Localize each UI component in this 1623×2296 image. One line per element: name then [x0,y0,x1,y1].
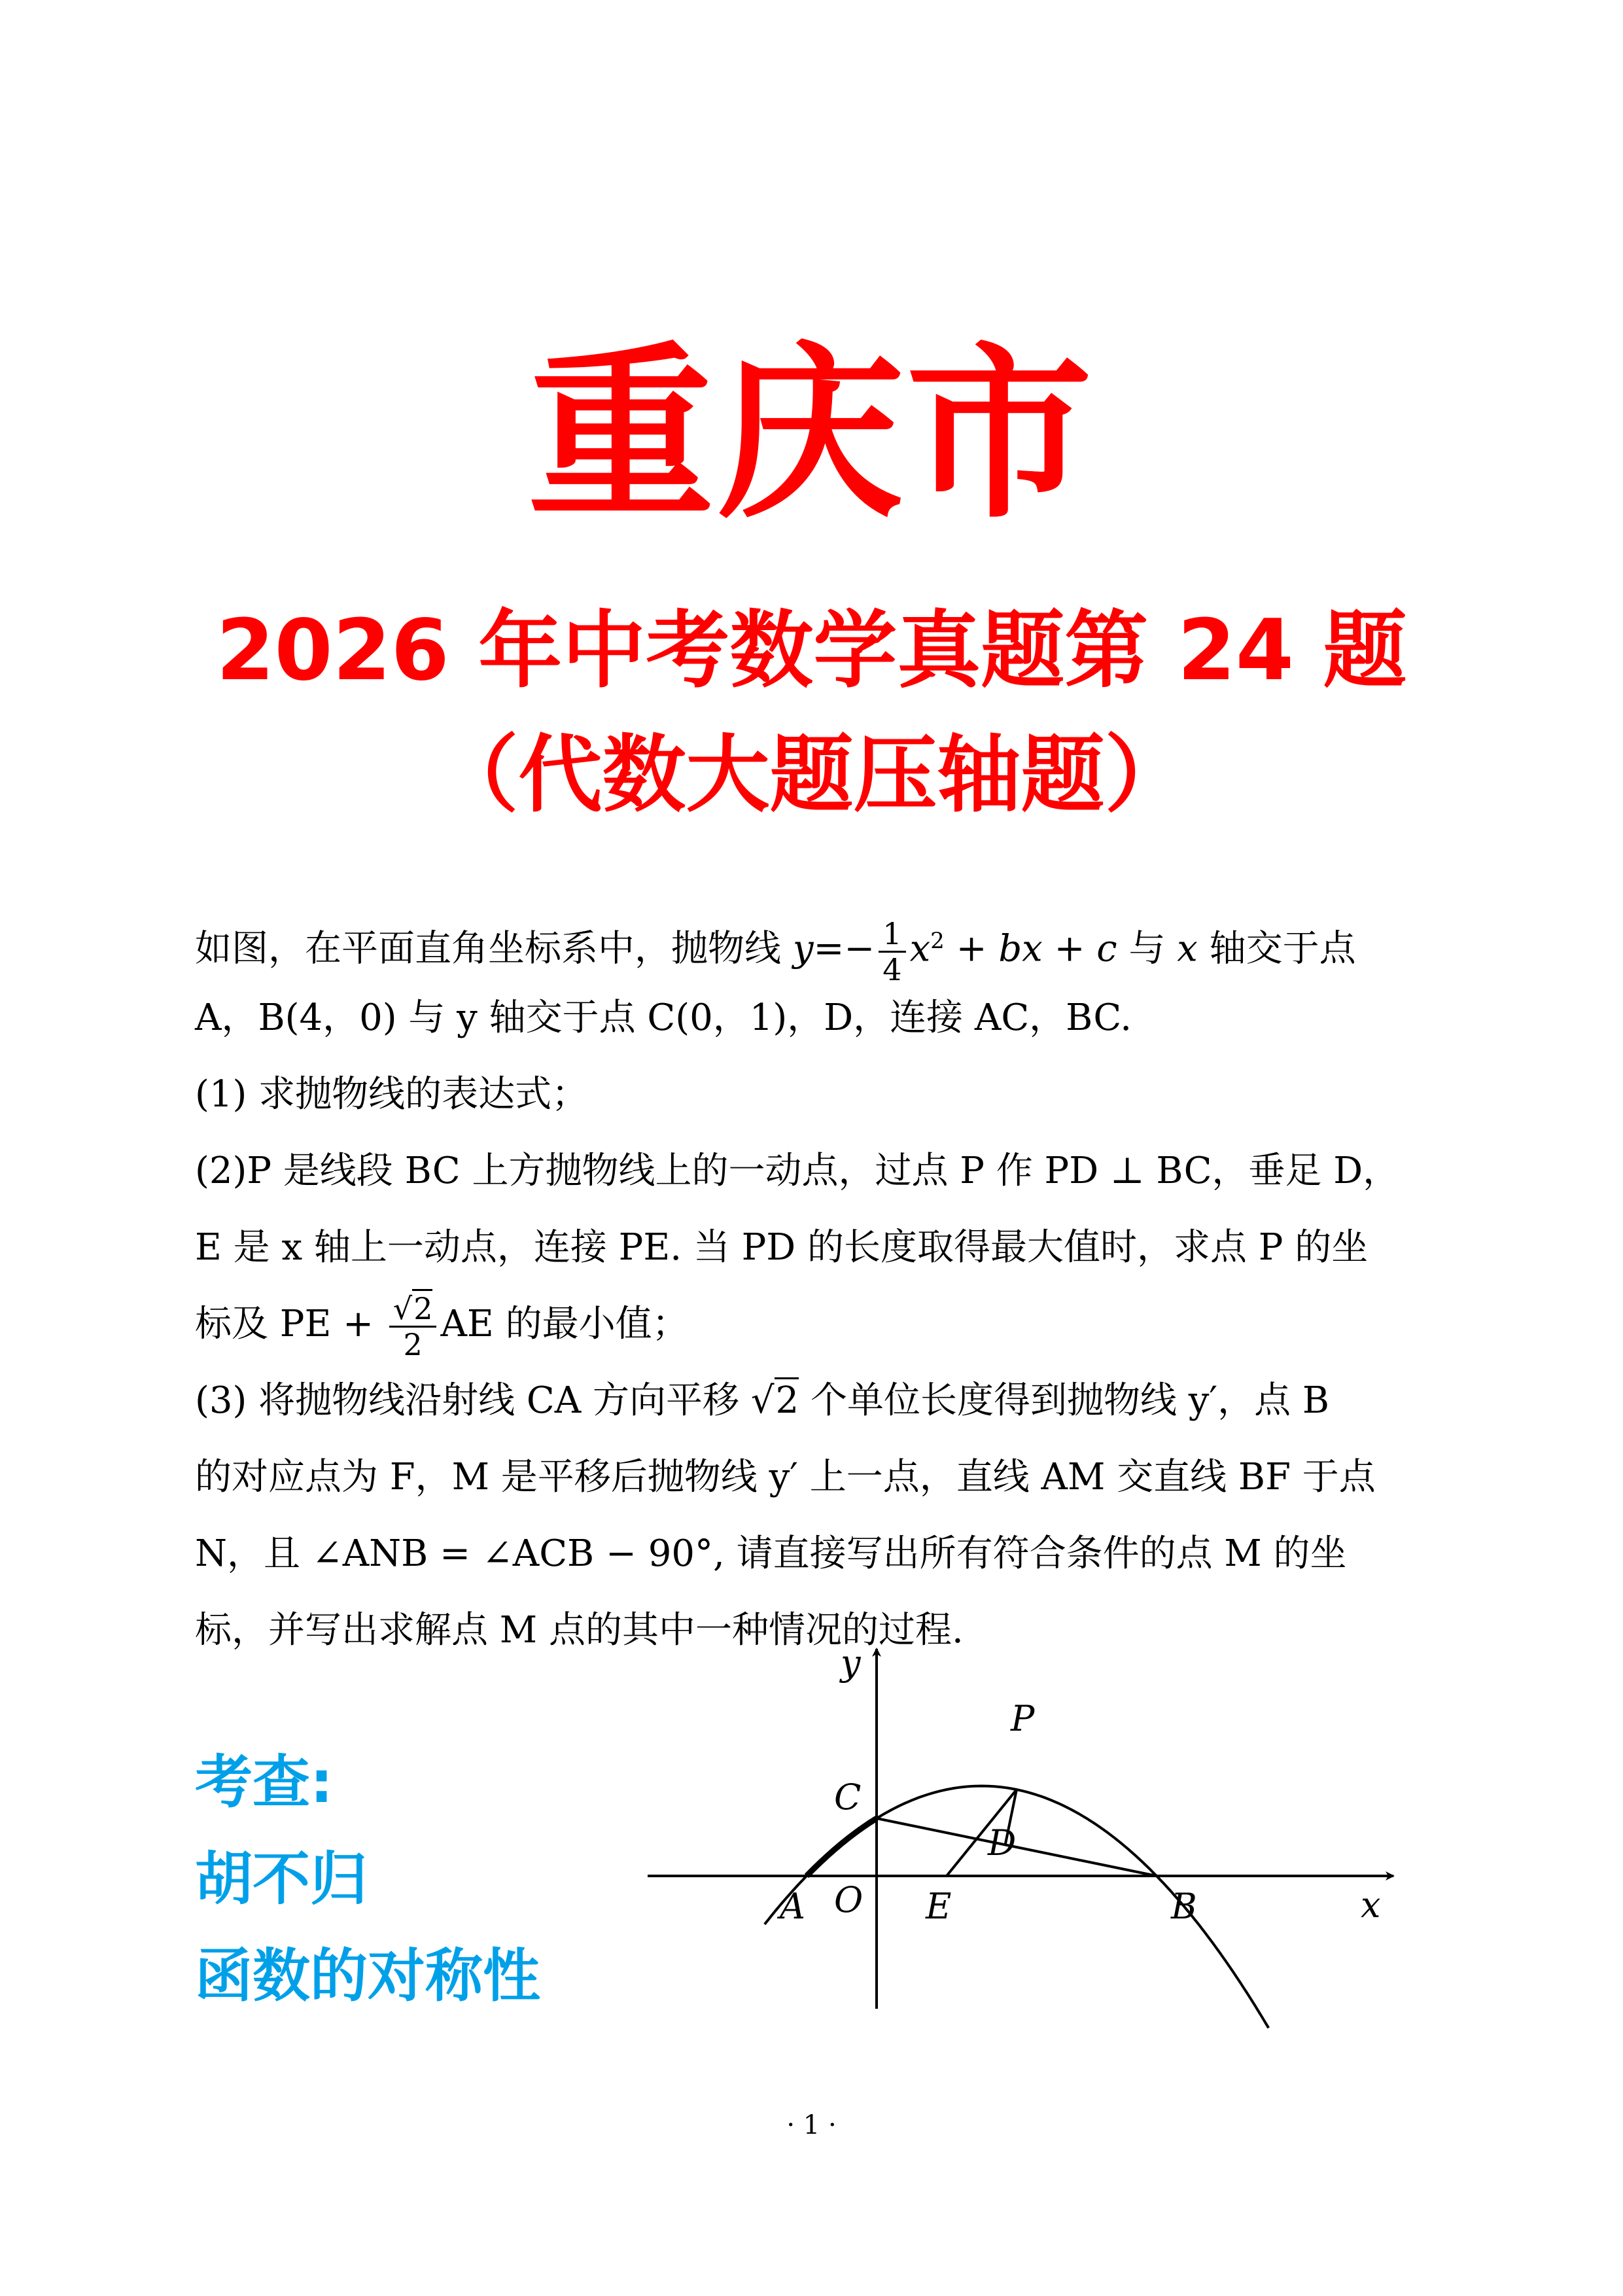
label-c: C [834,1776,862,1818]
focus-item-hubugui: 胡不归 [195,1845,368,1913]
fraction-denominator: 2 [403,1327,423,1362]
equation-x: x [909,927,931,970]
fraction-numerator: 1 [879,917,905,953]
label-y: y [841,1642,861,1684]
problem-text-segment: 个单位长度得到抛物线 y′，点 B [799,1379,1330,1422]
fraction-sqrt2-over-2 [389,1292,437,1362]
label-o: O [834,1879,864,1920]
fraction-numerator: √2 [389,1292,437,1328]
problem-text-segment: 轴交于点 [1197,927,1356,970]
problem-text-segment: (3) 将抛物线沿射线 CA 方向平移 [195,1379,751,1422]
problem-line-6 [195,1286,1438,1362]
sqrt-symbol: √ [750,1379,775,1422]
problem-part-3 [195,1362,1438,1439]
problem-part-1: (1) 求抛物线的表达式； [195,1073,589,1116]
label-p: P [1011,1698,1035,1739]
label-d: D [988,1822,1017,1863]
label-x: x [1361,1884,1381,1926]
equation-sign: =− [813,927,875,970]
problem-line-1 [195,903,1438,987]
page-number: · 1 · [786,2110,837,2140]
problem-text-segment: AE 的最小值； [440,1303,689,1345]
fraction-quarter [879,917,905,987]
problem-line-5: E 是 x 轴上一动点，连接 PE. 当 PD 的长度取得最大值时，求点 P 的坐 [195,1226,1369,1269]
parabola-figure [628,1629,1413,2035]
problem-text-segment: 如图，在平面直角坐标系中，抛物线 [195,927,793,970]
title-exam: 2026 年中考数学真题第 24 题 [216,602,1407,699]
problem-text [195,903,1438,1669]
focus-topics [195,1734,540,2024]
variable-x: x [1177,927,1198,970]
equation-y: y [792,927,814,970]
label-e: E [926,1886,952,1927]
equation-tail: + bx + c [944,927,1117,970]
sqrt-radicand: 2 [775,1377,799,1422]
problem-text-segment: 与 [1117,927,1178,970]
title-category: （代数大题压轴题） [434,726,1189,824]
focus-item-symmetry: 函数的对称性 [195,1942,541,2009]
label-b: B [1171,1886,1197,1927]
focus-heading: 考查: [195,1748,334,1816]
sqrt-radicand: 2 [412,1289,432,1326]
label-a: A [780,1886,805,1927]
segment-cb [877,1818,1157,1876]
problem-line-10: 标，并写出求解点 M 点的其中一种情况的过程. [195,1609,964,1651]
problem-line-8: 的对应点为 F，M 是平移后抛物线 y′ 上一点，直线 AM 交直线 BF 于点 [195,1456,1376,1498]
problem-line-2: A，B(4，0) 与 y 轴交于点 C(0，1)，D，连接 AC，BC. [195,997,1132,1039]
title-city: 重庆市 [528,327,1095,544]
problem-text-segment: 标及 PE + [195,1303,385,1345]
problem-line-9: N，且 ∠ANB = ∠ACB − 90°, 请直接写出所有符合条件的点 M 的坐 [195,1532,1347,1575]
fraction-denominator: 4 [882,951,902,987]
equation-exponent: 2 [930,928,945,954]
problem-part-2: (2)P 是线段 BC 上方抛物线上的一动点，过点 P 作 PD ⊥ BC，垂足 D， [195,1150,1400,1192]
segment-ac [807,1818,877,1876]
figure-svg [628,1629,1413,2035]
